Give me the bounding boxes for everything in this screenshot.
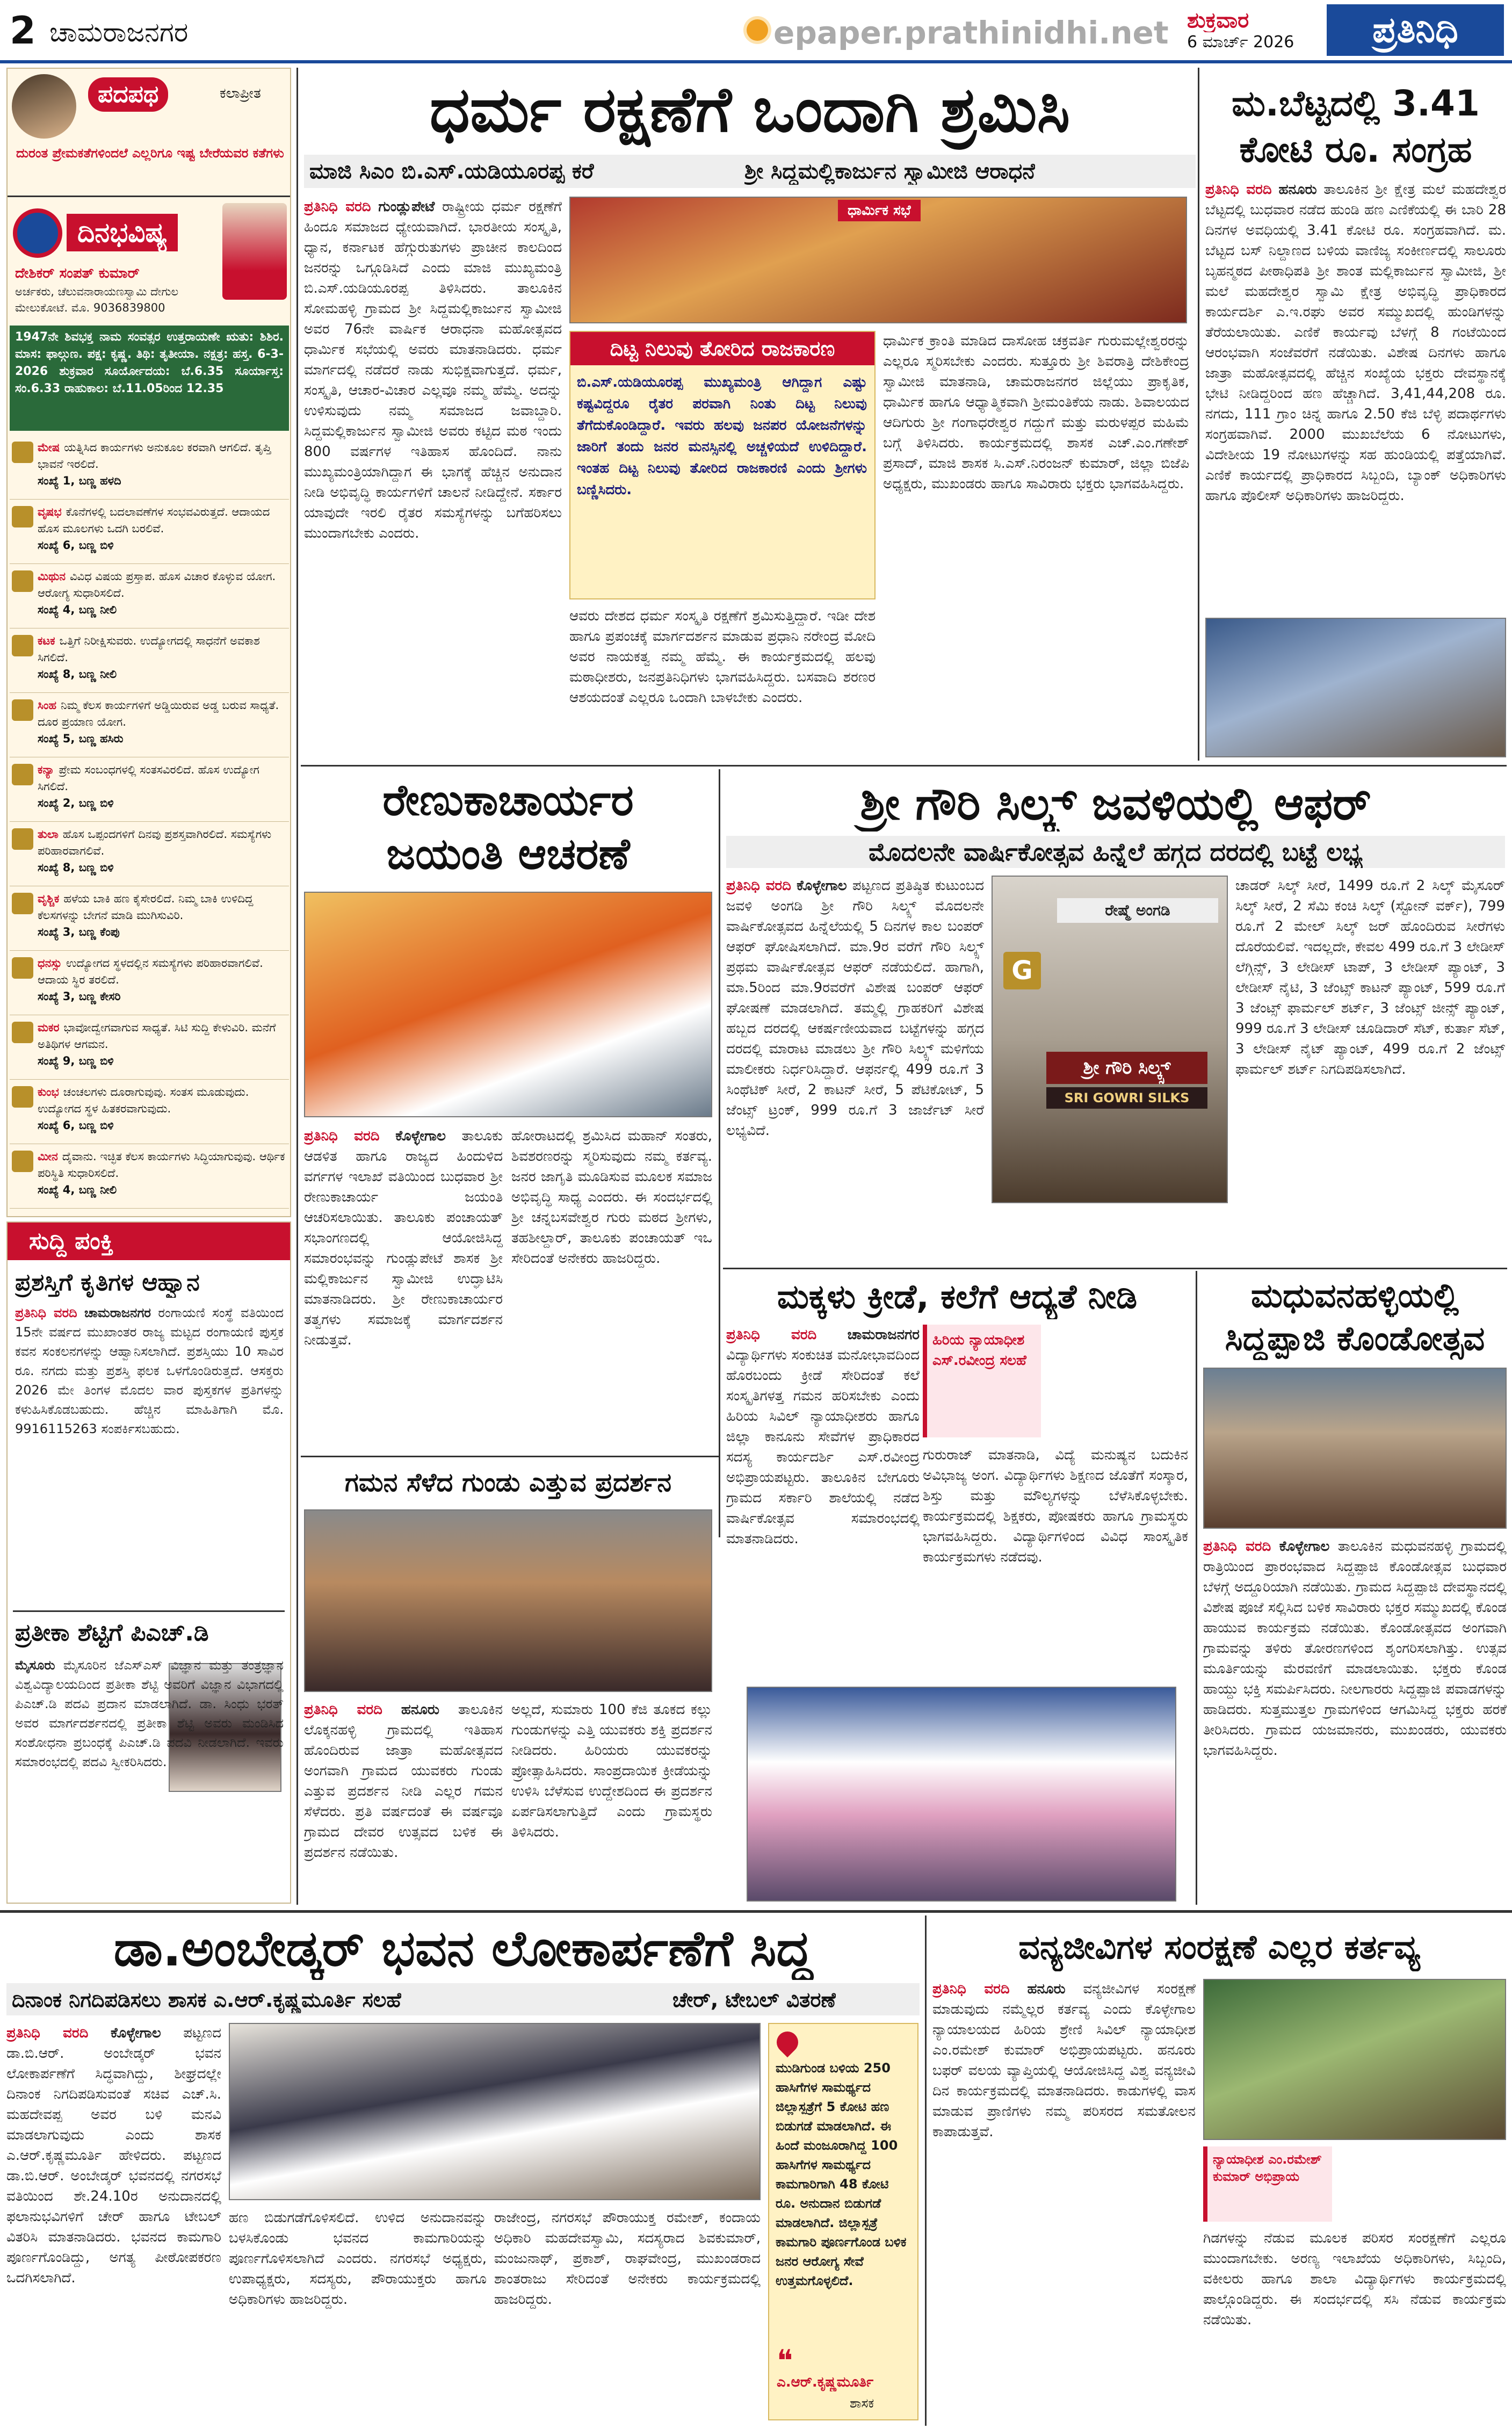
silk-subheadline: ಮೊದಲನೇ ವಾರ್ಷಿಕೋತ್ಸವ ಹಿನ್ನೆಲೆ ಹಗ್ಗದ ದರದಲ್ಲಿ ಬಟ್ಟೆ ಲಭ್ಯ [726, 836, 1505, 868]
wildlife-quote-box [1203, 2146, 1332, 2222]
horoscope-text [38, 504, 286, 563]
zodiac-wheel-icon [13, 208, 62, 258]
sign-name: ಧನಸ್ಸು [38, 957, 62, 970]
ambedkar-col1-body: ಪಟ್ಟಣದ ಡಾ.ಬಿ.ಆರ್. ಅಂಬೇಡ್ಕರ್ ಭವನ ಲೋಕಾರ್ಪಣೆಗೆ ಸಿದ್ಧವಾಗಿದ್ದು, ಶೀಘ್ರದಲ್ಲೇ ದಿನಾಂಕ ನಿಗದಿಪಡಿಸುವಂತೆ ಸಚಿವ ಎಚ್.ಸಿ. ಮಹದೇವಪ್ಪ ಅವರ ಬಳಿ ಮನವಿ ಮಾಡಲಾಗುವುದು ಎಂದು ಶಾಸಕ ಎ.ಆರ್.ಕೃಷ್ಣಮೂರ್ತಿ ಹೇಳಿದರು. ಪಟ್ಟಣದ ಡಾ.ಬಿ.ಆರ್. ಅಂಬೇಡ್ಕರ್ ಭವನದಲ್ಲಿ ನಗರಸಭೆ ವತಿಯಿಂದ ಶೇ.24.10ರ ಅನುದಾನದಲ್ಲಿ ಫಲಾನುಭವಿಗಳಿಗೆ ಚೇರ್ ಹಾಗೂ ಟೇಬಲ್ ವಿತರಿಸಿ ಮಾತನಾಡಿದರು. ಭವನದ ಕಾಮಗಾರಿ ಪೂರ್ಣಗೊಂಡಿದ್ದು, ಅಗತ್ಯ ಪೀಠೋಪಕರಣ ಒದಗಿಸಲಾಗಿದೆ. [6, 2025, 221, 2286]
children-place: ಚಾಮರಾಜನಗರ [847, 1327, 920, 1343]
children-col2: ಗುರುರಾಜ್ ಮಾತನಾಡಿ, ವಿದ್ಯೆ ಮನುಷ್ಯನ ಬದುಕಿನ ಅವಿಭಾಜ್ಯ ಅಂಗ. ವಿದ್ಯಾರ್ಥಿಗಳು ಶಿಕ್ಷಣದ ಜೊತೆಗೆ ಸಂಸ್ಕಾರ, ಶಿಸ್ತು ಮತ್ತು ಮೌಲ್ಯಗಳನ್ನು ಬೆಳೆಸಿಕೊಳ್ಳಬೇಕು. ಕಾರ್ಯಕ್ರಮದಲ್ಲಿ ಶಿಕ್ಷಕರು, ಪೋಷಕರು ಹಾಗೂ ಗ್ರಾಮಸ್ಥರು ಭಾಗವಹಿಸಿದ್ದರು. ವಿದ್ಯಾರ್ಥಿಗಳಿಂದ ವಿವಿಧ ಸಾಂಸ್ಕೃತಿಕ ಕಾರ್ಯಕ್ರಮಗಳು ನಡೆದವು. [923, 1447, 1188, 1565]
children-col1-body: ವಿದ್ಯಾರ್ಥಿಗಳು ಸಂಕುಚಿತ ಮನೋಭಾವದಿಂದ ಹೊರಬಂದು ಕ್ರೀಡೆ ಸೇರಿದಂತೆ ಕಲೆ ಸಂಸ್ಕೃತಿಗಳತ್ತ ಗಮನ ಹರಿಸಬೇಕು ಎಂದು ಹಿರಿಯ ಸಿವಿಲ್ ನ್ಯಾಯಾಧೀಶರು ಹಾಗೂ ಜಿಲ್ಲಾ ಕಾನೂನು ಸೇವೆಗಳ ಪ್ರಾಧಿಕಾರದ ಸದಸ್ಯ ಕಾರ್ಯದರ್ಶಿ ಎಸ್.ರವೀಂದ್ರ ಅಭಿಪ್ರಾಯಪಟ್ಟರು. ತಾಲೂಕಿನ ಬೇಗೂರು ಗ್ರಾಮದ ಸರ್ಕಾರಿ ಶಾಲೆಯಲ್ಲಿ ನಡೆದ ವಾರ್ಷಿಕೋತ್ಸವ ಸಮಾರಂಭದಲ್ಲಿ ಮಾತನಾಡಿದರು. [726, 1347, 920, 1547]
zodiac-sign-icon [12, 1086, 33, 1108]
logo: ಪ್ರತಿನಿಧಿ [1327, 4, 1504, 56]
silk-col1-body: ಪಟ್ಟಣದ ಪ್ರತಿಷ್ಠಿತ ಕುಟುಂಬದ ಜವಳಿ ಅಂಗಡಿ ಶ್ರೀ ಗೌರಿ ಸಿಲ್ಕ್ಸ್ ಮೊದಲನೇ ವಾರ್ಷಿಕೋತ್ಸವದ ಹಿನ್ನೆಲೆಯಲ್ಲಿ 5 ದಿನಗಳ ಕಾಲ ಬಂಪರ್ ಆಫರ್ ಘೋಷಿಸಲಾಗಿದೆ. ಮಾ.9ರ ವರೆಗೆ ಗೌರಿ ಸಿಲ್ಕ್ಸ್ ಪ್ರಥಮ ವಾರ್ಷಿಕೋತ್ಸವ ಆಫರ್ ನಡೆಯಲಿದೆ. ಹಾಗಾಗಿ, ಮಾ.5ರಿಂದ ಮಾ.9ರವರೆಗೆ ವಿಶೇಷ ಬಂಪರ್ ಆಫರ್ ಘೋಷಣೆ ಮಾಡಲಾಗಿದೆ. ತಮ್ಮಲ್ಲಿ ಗ್ರಾಹಕರಿಗೆ ವಿಶೇಷ ಹಬ್ಬದ ದರದಲ್ಲಿ ಆಕರ್ಷಣೀಯವಾದ ಬಟ್ಟೆಗಳನ್ನು ಹಗ್ಗದ ದರದಲ್ಲಿ ಮಾರಾಟ ಮಾಡಲು ಶ್ರೀ ಗೌರಿ ಸಿಲ್ಕ್ಸ್ ಮಳಿಗೆಯ ಮಾಲೀಕರು ನಿರ್ಧರಿಸಿದ್ದಾರೆ. ಆಫರ್ನಲ್ಲಿ 499 ರೂ.ಗೆ 3 ಸಿಂಥೆಟಿಕ್ ಸೀರೆ, 2 ಕಾಟನ್ ಸೀರೆ, 5 ಪೆಟಿಕೋಟ್, 5 ಜೆಂಟ್ಸ್ ಟ್ರಂಕ್, 999 ರೂ.ಗೆ 3 ಜಾರ್ಜೆಟ್ ಸೀರೆ ಲಭ್ಯವಿದೆ. [726, 878, 984, 1139]
sun-icon [747, 19, 768, 41]
sign-name: ಕನ್ಯಾ [38, 763, 55, 776]
ambedkar-sub-right: ಚೇರ್, ಟೇಬಲ್ ವಿತರಣೆ [672, 1988, 836, 2012]
temple-body: ತಾಲೂಕಿನ ಶ್ರೀ ಕ್ಷೇತ್ರ ಮಲೆ ಮಹದೇಶ್ವರ ಬೆಟ್ಟದಲ್ಲಿ ಬುಧವಾರ ನಡೆದ ಹುಂಡಿ ಹಣ ಎಣಿಕೆಯಲ್ಲಿ ಈ ಬಾರಿ 28 ದಿನಗಳ ಅವಧಿಯಲ್ಲಿ 3.41 ಕೋಟಿ ರೂ. ಸಂಗ್ರಹವಾಗಿದೆ. ಮ. ಬೆಟ್ಟದ ಬಸ್ ನಿಲ್ದಾಣದ ಬಳಿಯ ವಾಣಿಜ್ಯ ಸಂಕೀರ್ಣದಲ್ಲಿ ಸಾಲೂರು ಬೃಹನ್ಮಠದ ಪೀಠಾಧಿಪತಿ ಶ್ರೀ ಶಾಂತ ಮಲ್ಲಿಕಾರ್ಜುನ ಸ್ವಾಮೀಜಿ, ಶ್ರೀ ಮಲೆ ಮಹದೇಶ್ವರ ಸ್ವಾಮಿ ಕ್ಷೇತ್ರ ಅಭಿವೃದ್ಧಿ ಪ್ರಾಧಿಕಾರದ ಕಾರ್ಯದರ್ಶಿ ಎ.ಇ.ರಘು ಅವರ ಸಮ್ಮುಖದಲ್ಲಿ ಹುಂಡಿಗಳನ್ನು ತೆರೆಯಲಾಯಿತು. ಎಣಿಕೆ ಕಾರ್ಯವು ಬೆಳಗ್ಗೆ 8 ಗಂಟೆಯಿಂದ ಆರಂಭವಾಗಿ ಸಂಜೆವರೆಗೆ ನಡೆಯಿತು. ವಿಶೇಷ ದಿನಗಳು ಹಾಗೂ ಜಾತ್ರಾ ಮಹೋತ್ಸವದಲ್ಲಿ ಹೆಚ್ಚಿನ ಸಂಖ್ಯೆಯ ಭಕ್ತರು ದೇವಸ್ಥಾನಕ್ಕೆ ಭೇಟಿ ನೀಡಿದ್ದರಿಂದ ಹಣ ಹೆಚ್ಚಾಗಿದೆ. 3,41,44,208 ರೂ. ನಗದು, 111 ಗ್ರಾಂ ಚಿನ್ನ ಹಾಗೂ 2.50 ಕೆಜಿ ಬೆಳ್ಳಿ ಪದಾರ್ಥಗಳು ಸಂಗ್ರಹವಾಗಿವೆ. 2000 ಮುಖಬೆಲೆಯ 6 ನೋಟುಗಳು, ವಿದೇಶೀಯ 19 ನೋಟುಗಳನ್ನು ಸಹ ಹುಂಡಿಯಲ್ಲಿ ಪತ್ತೆಯಾಗಿವೆ. ಎಣಿಕೆ ಕಾರ್ಯದಲ್ಲಿ ಪ್ರಾಧಿಕಾರದ ಸಿಬ್ಬಂದಿ, ಬ್ಯಾಂಕ್ ಅಧಿಕಾರಿಗಳು ಹಾಗೂ ಪೊಲೀಸ್ ಅಧಿಕಾರಿಗಳು ಹಾಜರಿದ್ದರು. [1205, 182, 1506, 504]
horoscope-row [10, 1017, 289, 1080]
horoscope-text [38, 439, 286, 498]
temple-text [1205, 179, 1506, 609]
quote-icon: ❝ [777, 2344, 793, 2379]
drop-icon [772, 2027, 803, 2058]
horoscope-row [10, 502, 289, 564]
wildlife-quote: ನ್ಯಾಯಾಧೀಶ ಎಂ.ರಮೇಶ್ ಕುಮಾರ್ ಅಭಿಪ್ರಾಯ [1213, 2152, 1322, 2184]
suddi-pankti [6, 1221, 291, 1904]
panchanga: 1947ನೇ ಶಿವಭಕ್ತ ನಾಮ ಸಂವತ್ಸರ ಉತ್ತರಾಯಣೇ ಋತು: ಶಿಶಿರ. ಮಾಸ: ಫಾಲ್ಗುಣ. ಪಕ್ಷ: ಕೃಷ್ಣ. ತಿಥಿ: ತೃತೀಯಾ. ನಕ್ಷತ್ರ: ಹಸ್ತ. 6-3-2026 ಶುಕ್ರವಾರ ಸೂರ್ಯೋದಯ: ಬೆ.6.35 ಸೂರ್ಯಾಸ್ತ: ಸಂ.6.33 ರಾಹುಕಾಲ: ಬೆ.11.05ರಿಂದ 12.35 [10, 326, 289, 431]
lead-place: ಗುಂಡ್ಲುಪೇಟೆ [378, 199, 435, 215]
temple-headline-1: ಮ.ಬೆಟ್ಟದಲ್ಲಿ 3.41 [1232, 83, 1480, 124]
lead-headline: ಧರ್ಮ ರಕ್ಷಣೆಗೆ ಒಂದಾಗಿ ಶ್ರಮಿಸಿ [429, 74, 1070, 146]
stone-place: ಹನೂರು [401, 1702, 439, 1718]
zodiac-sign-icon [12, 506, 33, 527]
padapatha-author: ಕಲಾಪ್ರೀತ [220, 85, 261, 102]
column-rule [1196, 1271, 1197, 1905]
sign-name: ವೃಶ್ಚಿಕ [38, 892, 60, 905]
divider [8, 196, 290, 197]
silk-headline: ಶ್ರೀ ಗೌರಿ ಸಿಲ್ಕ್ಸ್ ಜವಳಿಯಲ್ಲಿ ಆಫರ್ [860, 777, 1371, 830]
column-rule [719, 769, 720, 1537]
sign-lucky: ಸಂಖ್ಯೆ 8, ಬಣ್ಣ ನೀಲಿ [38, 668, 117, 681]
stone-col1-body: ತಾಲೂಕಿನ ಲೊಕ್ಕನಹಳ್ಳಿ ಗ್ರಾಮದಲ್ಲಿ ಇತಿಹಾಸ ಹೊಂದಿರುವ ಜಾತ್ರಾ ಮಹೋತ್ಸವದ ಅಂಗವಾಗಿ ಗ್ರಾಮದ ಯುವಕರು ಗುಂಡು ಎತ್ತುವ ಪ್ರದರ್ಶನ ನೀಡಿ ಎಲ್ಲರ ಗಮನ ಸೆಳೆದರು. ಪ್ರತಿ ವರ್ಷದಂತೆ ಈ ವರ್ಷವೂ ಗ್ರಾಮದ ದೇವರ ಉತ್ಸವದ ಬಳಿಕ ಈ ಪ್ರದರ್ಶನ ನಡೆಯಿತು. [304, 1702, 503, 1861]
day: ಶುಕ್ರವಾರ [1187, 9, 1249, 32]
divider [13, 1610, 285, 1612]
suddi-item1-text [15, 1303, 284, 1604]
avatar-astrologer [222, 203, 287, 300]
renuka-byline: ಪ್ರತಿನಿಧಿ ವರದಿ [304, 1128, 380, 1144]
sign-name: ಮೀನ [38, 1150, 58, 1163]
horoscope-row [10, 888, 289, 951]
renuka-photo [304, 892, 712, 1117]
temple-byline: ಪ್ರತಿನಿಧಿ ವರದಿ [1205, 182, 1272, 198]
sign-text: ದೈವಾನು. ಇಚ್ಛಿತ ಕೆಲಸ ಕಾರ್ಯಗಳು ಸಿದ್ಧಿಯಾಗುವುವು. ಆರ್ಥಿಕ ಪರಿಸ್ಥಿತಿ ಸುಧಾರಿಸಲಿದೆ. [38, 1150, 285, 1180]
children-byline: ಪ್ರತಿನಿಧಿ ವರದಿ [726, 1327, 817, 1343]
padapatha-title: ಪದಪಥ [88, 77, 168, 112]
renuka-col1 [304, 1126, 503, 1448]
wildlife-col1 [932, 1979, 1196, 2420]
lead-subheadline [304, 155, 1196, 188]
lead-sidebar [569, 331, 876, 599]
sign-lucky: ಸಂಖ್ಯೆ 3, ಬಣ್ಣ ಕೆಂಪು [38, 926, 120, 938]
sign-lucky: ಸಂಖ್ಯೆ 4, ಬಣ್ಣ ನೀಲಿ [38, 1183, 117, 1196]
column-rule [925, 1915, 927, 2426]
lead-col1-body: ರಾಷ್ಟ್ರೀಯ ಧರ್ಮ ರಕ್ಷಣೆಗೆ ಹಿಂದೂ ಸಮಾಜದ ಧ್ಯೇಯವಾಗಿದೆ. ಭಾರತೀಯ ಸಂಸ್ಕೃತಿ, ಧ್ಯಾನ, ಕರ್ನಾಟಕ ಹೆಗ್ಗುರುತುಗಳು ಪ್ರಾಚೀನ ಕಾಲದಿಂದ ಜನರನ್ನು ಒಗ್ಗೂಡಿಸಿದೆ ಎಂದು ಮಾಜಿ ಮುಖ್ಯಮಂತ್ರಿ ಬಿ.ಎಸ್.ಯಡಿಯೂರಪ್ಪ ತಿಳಿಸಿದರು. ತಾಲೂಕಿನ ಸೋಮಹಳ್ಳಿ ಗ್ರಾಮದ ಶ್ರೀ ಸಿದ್ದಮಲ್ಲಿಕಾರ್ಜುನ ಸ್ವಾಮೀಜಿ ಅವರ 76ನೇ ವಾರ್ಷಿಕ ಆರಾಧನಾ ಮಹೋತ್ಸವದ ಧಾರ್ಮಿಕ ಸಭೆಯಲ್ಲಿ ಅವರು ಮಾತನಾಡಿದರು. ಧರ್ಮ ಮಾರ್ಗದಲ್ಲಿ ನಡೆದರೆ ನಾಡು ಸುಭಿಕ್ಷವಾಗುತ್ತದೆ. ಧರ್ಮ, ಸಂಸ್ಕೃತಿ, ಆಚಾರ-ವಿಚಾರ ಎಲ್ಲವೂ ನಮ್ಮ ಹೆಮ್ಮೆ. ಅದನ್ನು ಉಳಿಸುವುದು ನಮ್ಮ ಸಮಾಜದ ಜವಾಬ್ದಾರಿ. ಸಿದ್ದಮಲ್ಲಿಕಾರ್ಜುನ ಸ್ವಾಮೀಜಿ ಅವರು ಕಟ್ಟಿದ ಮಠ ಇಂದು 800 ವರ್ಷಗಳ ಇತಿಹಾಸ ಹೊಂದಿದೆ. ನಾನು ಮುಖ್ಯಮಂತ್ರಿಯಾಗಿದ್ದಾಗ ಈ ಭಾಗಕ್ಕೆ ಹೆಚ್ಚಿನ ಅನುದಾನ ನೀಡಿ ಅಭಿವೃದ್ಧಿ ಕಾರ್ಯಗಳಿಗೆ ಚಾಲನೆ ನೀಡಿದ್ದೇನೆ. ಸರ್ಕಾರ ಯಾವುದೇ ಇರಲಿ ರೈತರ ಸಮಸ್ಯೆಗಳನ್ನು ಬಗೆಹರಿಸಲು ಮುಂದಾಗಬೇಕು ಎಂದರು. [304, 199, 562, 541]
ambedkar-col3: ರಾಜೇಂದ್ರ, ನಗರಸಭೆ ಪೌರಾಯುಕ್ತ ರಮೇಶ್, ಕಂದಾಯ ಅಧಿಕಾರಿ ಮಹದೇವಸ್ವಾಮಿ, ಸದಸ್ಯರಾದ ಶಿವಕುಮಾರ್, ಮಂಜುನಾಥ್, ಪ್ರಕಾಶ್, ರಾಘವೇಂದ್ರ, ಮುಖಂಡರಾದ ಶಾಂತರಾಜು ಸೇರಿದಂತೆ ಅನೇಕರು ಕಾರ್ಯಕ್ರಮದಲ್ಲಿ ಹಾಜರಿದ್ದರು. [494, 2210, 761, 2308]
sign-lucky: ಸಂಖ್ಯೆ 8, ಬಣ್ಣ ಬಿಳಿ [38, 861, 114, 874]
children-quote-name: ಹಿರಿಯ ನ್ಯಾಯಾಧೀಶ ಎಸ್.ರವೀಂದ್ರ ಸಲಹೆ [932, 1332, 1027, 1369]
madhuvana-body: ತಾಲೂಕಿನ ಮಧುವನಹಳ್ಳಿ ಗ್ರಾಮದಲ್ಲಿ ರಾತ್ರಿಯಿಂದ ಪ್ರಾರಂಭವಾದ ಸಿದ್ದಪ್ಪಾಜಿ ಕೊಂಡೋತ್ಸವ ಬುಧವಾರ ಬೆಳಗ್ಗೆ ಅದ್ದೂರಿಯಾಗಿ ನಡೆಯಿತು. ಗ್ರಾಮದ ಸಿದ್ದಪ್ಪಾಜಿ ದೇವಸ್ಥಾನದಲ್ಲಿ ವಿಶೇಷ ಪೂಜೆ ಸಲ್ಲಿಸಿದ ಬಳಿಕ ಸಾವಿರಾರು ಭಕ್ತರ ಸಮ್ಮುಖದಲ್ಲಿ ಕೊಂಡ ಹಾಯುವ ಕಾರ್ಯಕ್ರಮ ನಡೆಯಿತು. ಕೊಂಡೋತ್ಸವದ ಅಂಗವಾಗಿ ಗ್ರಾಮವನ್ನು ತಳಿರು ತೋರಣಗಳಿಂದ ಶೃಂಗರಿಸಲಾಗಿತ್ತು. ಉತ್ಸವ ಮೂರ್ತಿಯನ್ನು ಮೆರವಣಿಗೆ ಮಾಡಲಾಯಿತು. ಭಕ್ತರು ಕೊಂಡ ಹಾಯ್ದು ಭಕ್ತಿ ಸಮರ್ಪಿಸಿದರು. ನೀಲಗಾರರು ಸಿದ್ದಪ್ಪಾಜಿ ಪವಾಡಗಳನ್ನು ಹಾಡಿದರು. ಸುತ್ತಮುತ್ತಲ ಗ್ರಾಮಗಳಿಂದ ಆಗಮಿಸಿದ್ದ ಭಕ್ತರು ಹರಕೆ ತೀರಿಸಿದರು. ಗ್ರಾಮದ ಯಜಮಾನರು, ಮುಖಂಡರು, ಯುವಕರು ಭಾಗವಹಿಸಿದ್ದರು. [1203, 1538, 1507, 1759]
horoscope-text [38, 891, 286, 950]
horoscope-row [10, 1146, 289, 1209]
wildlife-headline: ವನ್ಯಜೀವಿಗಳ ಸಂರಕ್ಷಣೆ ಎಲ್ಲರ ಕರ್ತವ್ಯ [1018, 1927, 1420, 1967]
sign-text: ಉದ್ಯೋಗದ ಸ್ಥಳದಲ್ಲಿನ ಸಮಸ್ಯೆಗಳು ಪರಿಹಾರವಾಗಲಿವೆ. ಆದಾಯ ಸ್ಥಿರ ತರಲಿದೆ. [38, 957, 263, 986]
silk-place: ಕೊಳ್ಳೇಗಾಲ [797, 878, 847, 894]
sign-text: ಭಾವೋದ್ವೇಗವಾಗುವ ಸಾಧ್ಯತೆ. ಸಿಟಿ ಸುದ್ದಿ ಕೇಳುವಿರಿ. ಮನೆಗೆ ಅತಿಥಿಗಳ ಆಗಮನ. [38, 1021, 276, 1051]
children-photo [747, 1687, 1176, 1902]
sign-name: ಕುಂಭ [38, 1086, 59, 1098]
suddi-item2-body: ಮೈಸೂರಿನ ಜೆಎಸ್ಎಸ್ ವಿಜ್ಞಾನ ಮತ್ತು ತಂತ್ರಜ್ಞಾನ ವಿಶ್ವವಿದ್ಯಾಲಯದಿಂದ ಪ್ರತೀಕಾ ಶೆಟ್ಟಿ ಅವರಿಗೆ ವಿಜ್ಞಾನ ವಿಭಾಗದಲ್ಲಿ ಪಿಎಚ್.ಡಿ ಪದವಿ ಪ್ರದಾನ ಮಾಡಲಾಗಿದೆ. ಡಾ. ಸಿಂಧು ಭರತ್ ಅವರ ಮಾರ್ಗದರ್ಶನದಲ್ಲಿ ಪ್ರತೀಕಾ ಶೆಟ್ಟಿ ಅವರು ಮಂಡಿಸಿದ ಸಂಶೋಧನಾ ಪ್ರಬಂಧಕ್ಕೆ ಪಿಎಚ್.ಡಿ ಪದವಿ ನೀಡಲಾಗಿದೆ. ಇವರು ಸಮಾರಂಭದಲ್ಲಿ ಪದವಿ ಸ್ವೀಕರಿಸಿದರು. [15, 1658, 284, 1769]
ambedkar-col1 [6, 2023, 221, 2420]
sign-lucky: ಸಂಖ್ಯೆ 9, ಬಣ್ಣ ಬಿಳಿ [38, 1054, 114, 1067]
horoscope-text [38, 633, 286, 692]
section-name: ಚಾಮರಾಜನಗರ [49, 17, 189, 47]
suddi-item1-place: ಚಾಮರಾಜನಗರ [84, 1305, 151, 1320]
zodiac-sign-icon [12, 442, 33, 463]
horoscope-text [38, 568, 286, 627]
zodiac-sign-icon [12, 957, 33, 979]
sign-lucky: ಸಂಖ್ಯೆ 6, ಬಣ್ಣ ಬಿಳಿ [38, 539, 114, 552]
stone-col1 [304, 1700, 503, 1904]
epaper-url[interactable]: epaper.prathinidhi.net [773, 15, 1169, 51]
wildlife-photo [1203, 1979, 1506, 2140]
madhuvana-photo [1203, 1368, 1507, 1529]
stone-headline: ಗಮನ ಸೆಳೆದ ಗುಂಡು ಎತ್ತುವ ಪ್ರದರ್ಶನ [344, 1467, 672, 1498]
sign-text: ಚಂಚಲಗಳು ದೂರಾಗುವುವು. ಸಂತಸ ಮೂಡುವುದು. ಉದ್ಯೋಗದ ಸ್ಥಳ ಹಿತಕರವಾಗುವುದು. [38, 1086, 249, 1115]
divider [0, 1910, 1512, 1913]
sign-name: ಮೇಷ [38, 441, 60, 454]
ambedkar-place: ಕೊಳ್ಳೇಗಾಲ [111, 2025, 161, 2041]
renuka-headline-2: ಜಯಂತಿ ಆಚರಣೆ [386, 829, 630, 879]
stone-col2: ಅಲ್ಲದೆ, ಸುಮಾರು 100 ಕೆಜಿ ತೂಕದ ಕಲ್ಲು ಗುಂಡುಗಳನ್ನು ಎತ್ತಿ ಯುವಕರು ಶಕ್ತಿ ಪ್ರದರ್ಶನ ನೀಡಿದರು. ಹಿರಿಯರು ಯುವಕರನ್ನು ಪ್ರೋತ್ಸಾಹಿಸಿದರು. ಸಾಂಪ್ರದಾಯಿಕ ಕ್ರೀಡೆಯನ್ನು ಉಳಿಸಿ ಬೆಳೆಸುವ ಉದ್ದೇಶದಿಂದ ಈ ಪ್ರದರ್ಶನ ಏರ್ಪಡಿಸಲಾಗುತ್ತಿದೆ ಎಂದು ಗ್ರಾಮಸ್ಥರು ತಿಳಿಸಿದರು. [511, 1702, 712, 1840]
silk-byline: ಪ್ರತಿನಿಧಿ ವರದಿ [726, 878, 791, 894]
ambedkar-sub-left: ದಿನಾಂಕ ನಿಗದಿಪಡಿಸಲು ಶಾಸಕ ಎ.ಆರ್.ಕೃಷ್ಣಮೂರ್ತಿ ಸಲಹೆ [12, 1988, 402, 2012]
dinabhavishya-title: ದಿನಭವಿಷ್ಯ [67, 214, 178, 251]
column-rule [296, 68, 298, 1905]
sign-text: ನಿಮ್ಮ ಕೆಲಸ ಕಾರ್ಯಗಳಿಗೆ ಅಡ್ಡಿಯಿರುವ ಅಡ್ಡ ಬರುವ ಸಾಧ್ಯತೆ. ದೂರ ಪ್ರಯಾಣ ಯೋಗ. [38, 699, 279, 728]
divider [723, 1268, 1507, 1269]
sign-text: ಹೊಸ ಒಪ್ಪಂದಗಳಿಗೆ ದಿನವು ಪ್ರಶಸ್ತವಾಗಿರಲಿದೆ. ಸಮಸ್ಯೆಗಳು ಪರಿಹಾರವಾಗಲಿವೆ. [38, 828, 272, 857]
wildlife-col2: ಗಿಡಗಳನ್ನು ನೆಡುವ ಮೂಲಕ ಪರಿಸರ ಸಂರಕ್ಷಣೆಗೆ ಎಲ್ಲರೂ ಮುಂದಾಗಬೇಕು. ಅರಣ್ಯ ಇಲಾಖೆಯ ಅಧಿಕಾರಿಗಳು, ಸಿಬ್ಬಂದಿ, ವಕೀಲರು ಹಾಗೂ ಶಾಲಾ ವಿದ್ಯಾರ್ಥಿಗಳು ಕಾರ್ಯಕ್ರಮದಲ್ಲಿ ಪಾಲ್ಗೊಂಡಿದ್ದರು. ಈ ಸಂದರ್ಭದಲ್ಲಿ ಸಸಿ ನೆಡುವ ಕಾರ್ಯಕ್ರಮ ನಡೆಯಿತು. [1203, 2230, 1506, 2328]
horoscope-row [10, 824, 289, 886]
renuka-col2: ಹೋರಾಟದಲ್ಲಿ ಶ್ರಮಿಸಿದ ಮಹಾನ್ ಸಂತರು, ಶಿವಶರಣರನ್ನು ಸ್ಮರಿಸುವುದು ನಮ್ಮ ಕರ್ತವ್ಯ. ಜನರ ಜಾಗೃತಿ ಮೂಡಿಸುವ ಮೂಲಕ ಸಮಾಜ ಅಭಿವೃದ್ಧಿ ಸಾಧ್ಯ ಎಂದರು. ಈ ಸಂದರ್ಭದಲ್ಲಿ ಶ್ರೀ ಚನ್ನಬಸವೇಶ್ವರ ಗುರು ಮಠದ ಶ್ರೀಗಳು, ತಹಶೀಲ್ದಾರ್, ತಾಲೂಕು ಪಂಚಾಯತ್ ಇಒ ಸೇರಿದಂತೆ ಅನೇಕರು ಹಾಜರಿದ್ದರು. [511, 1128, 712, 1267]
sign-name: ಕಟಕ [38, 634, 55, 647]
horoscope-row [10, 1082, 289, 1144]
lead-col1 [304, 197, 562, 755]
stone-byline: ಪ್ರತಿನಿಧಿ ವರದಿ [304, 1702, 382, 1718]
ambedkar-photo [229, 2023, 761, 2200]
temple-photo [1205, 618, 1506, 757]
sign-name: ಸಿಂಹ [38, 699, 57, 712]
sign-text: ವಿವಿಧ ವಿಷಯ ಪ್ರಸ್ತಾಪ. ಹೊಸ ವಿಚಾರ ಕೊಳ್ಳುವ ಯೋಗ. ಆರೋಗ್ಯ ಸುಧಾರಿಸಲಿದೆ. [38, 570, 276, 599]
horoscope-text [38, 1084, 286, 1143]
ambedkar-byline: ಪ್ರತಿನಿಧಿ ವರದಿ [6, 2025, 89, 2041]
sign-name: ಮಿಥುನ [38, 570, 66, 583]
horoscope-text [38, 1148, 286, 1208]
suddi-item2-place: ಮೈಸೂರು [15, 1658, 55, 1673]
wildlife-col1-body: ವನ್ಯಜೀವಿಗಳ ಸಂರಕ್ಷಣೆ ಮಾಡುವುದು ನಮ್ಮೆಲ್ಲರ ಕರ್ತವ್ಯ ಎಂದು ಕೊಳ್ಳೇಗಾಲ ನ್ಯಾಯಾಲಯದ ಹಿರಿಯ ಶ್ರೇಣಿ ಸಿವಿಲ್ ನ್ಯಾಯಾಧೀಶ ಎಂ.ರಮೇಶ್ ಕುಮಾರ್ ಅಭಿಪ್ರಾಯಪಟ್ಟರು. ಹನೂರು ಬಫರ್ ವಲಯ ವ್ಯಾಪ್ತಿಯಲ್ಲಿ ಆಯೋಜಿಸಿದ್ದ ವಿಶ್ವ ವನ್ಯಜೀವಿ ದಿನ ಕಾರ್ಯಕ್ರಮದಲ್ಲಿ ಮಾತನಾಡಿದರು. ಕಾಡುಗಳಲ್ಲಿ ವಾಸ ಮಾಡುವ ಪ್ರಾಣಿಗಳು ನಮ್ಮ ಪರಿಸರದ ಸಮತೋಲನ ಕಾಪಾಡುತ್ತವೆ. [932, 1981, 1196, 2140]
zodiac-sign-icon [12, 828, 33, 850]
date: 6 ಮಾರ್ಚ್ 2026 [1187, 33, 1294, 52]
suddi-item1-byline: ಪ್ರತಿನಿಧಿ ವರದಿ [15, 1305, 77, 1320]
divider [301, 765, 1507, 767]
ambedkar-subheadline [6, 1983, 920, 2015]
horoscope-list [10, 437, 289, 1216]
column-rule [1198, 68, 1199, 761]
horoscope-text [38, 697, 286, 756]
astrologer-info: ಅರ್ಚಕರು, ಚೆಲುವನಾರಾಯಣಸ್ವಾಮಿ ದೇಗುಲ ಮೇಲುಕೋಟೆ. ಮೊ. 9036839800 [15, 285, 179, 314]
sign-name: ತುಲಾ [38, 828, 59, 841]
stone-photo [304, 1509, 712, 1692]
sign-text: ಕೊನೆಗಳಲ್ಲಿ ಬದಲಾವಣೆಗಳ ಸಂಭವವಿರುತ್ತದೆ. ಆದಾಯದ ಹೊಸ ಮೂಲಗಳು ಒದಗಿ ಬರಲಿವೆ. [38, 505, 270, 535]
zodiac-sign-icon [12, 635, 33, 656]
lead-byline: ಪ್ರತಿನಿಧಿ ವರದಿ [304, 199, 371, 215]
suddi-item1-body: ರಂಗಾಯಣಿ ಸಂಸ್ಥೆ ವತಿಯಿಂದ 15ನೇ ವರ್ಷದ ಮುಖಾಂತರ ರಾಜ್ಯ ಮಟ್ಟದ ರಂಗಾಯಣಿ ಪುಸ್ತಕ ಕವನ ಸಂಕಲನಗಳನ್ನು ಆಹ್ವಾನಿಸಲಾಗಿದೆ. ಪ್ರಶಸ್ತಿಯು 10 ಸಾವಿರ ರೂ. ನಗದು ಮತ್ತು ಪ್ರಶಸ್ತಿ ಫಲಕ ಒಳಗೊಂಡಿರುತ್ತದೆ. ಆಸಕ್ತರು 2026 ಮೇ ತಿಂಗಳ ಮೊದಲ ವಾರ ಪುಸ್ತಕಗಳ ಪ್ರತಿಗಳನ್ನು ಕಳುಹಿಸಿಕೊಡಬಹುದು. ಹೆಚ್ಚಿನ ಮಾಹಿತಿಗಾಗಿ ಮೊ. 9916115263 ಸಂಪರ್ಕಿಸಬಹುದು. [15, 1305, 284, 1436]
silk-shop-board: ರೇಷ್ಮೆ ಅಂಗಡಿ [1057, 898, 1218, 923]
children-quote-box [923, 1325, 1041, 1437]
sign-text: ಒತ್ತಿಗೆ ನಿರೀಕ್ಷಿಸುವರು. ಉದ್ಯೋಗದಲ್ಲಿ ಸಾಧನೆಗೆ ಅವಕಾಶ ಸಿಗಲಿದೆ. [38, 634, 260, 664]
temple-place: ಹನೂರು [1278, 182, 1317, 198]
masthead [0, 0, 1512, 59]
suddi-item2-text [15, 1656, 284, 1900]
renuka-col1-body: ತಾಲೂಕು ಆಡಳಿತ ಹಾಗೂ ರಾಜ್ಯದ ಹಿಂದುಳಿದ ವರ್ಗಗಳ ಇಲಾಖೆ ವತಿಯಿಂದ ಬುಧವಾರ ಶ್ರೀ ರೇಣುಕಾಚಾರ್ಯ ಜಯಂತಿ ಆಚರಿಸಲಾಯಿತು. ತಾಲೂಕು ಪಂಚಾಯತ್ ಸಭಾಂಗಣದಲ್ಲಿ ಆಯೋಜಿಸಿದ್ದ ಸಮಾರಂಭವನ್ನು ಗುಂಡ್ಲುಪೇಟೆ ಶಾಸಕ ಶ್ರೀ ಮಲ್ಲಿಕಾರ್ಜುನ ಸ್ವಾಮೀಜಿ ಉದ್ಘಾಟಿಸಿ ಮಾತನಾಡಿದರು. ಶ್ರೀ ರೇಣುಕಾಚಾರ್ಯರ ತತ್ವಗಳು ಸಮಾಜಕ್ಕೆ ಮಾರ್ಗದರ್ಶನ ನೀಡುತ್ತವೆ. [304, 1128, 503, 1348]
horoscope-row [10, 953, 289, 1015]
madhuvana-headline-1: ಮಧುವನಹಳ್ಳಿಯಲ್ಲಿ [1251, 1276, 1459, 1315]
sign-text: ಪ್ರೇಮ ಸಂಬಂಧಗಳಲ್ಲಿ ಸಂತಸವಿರಲಿದೆ. ಹೊಸ ಉದ್ಯೋಗ ಸಿಗಲಿದೆ. [38, 763, 259, 793]
ambedkar-box-name: ಎ.ಆರ್.ಕೃಷ್ಣಮೂರ್ತಿ [777, 2374, 874, 2390]
silk-logo-icon: G [1003, 952, 1041, 989]
masthead-rule [0, 60, 1512, 63]
page-number: 2 [10, 11, 36, 50]
zodiac-sign-icon [12, 1022, 33, 1043]
suddi-pankti-title: ಸುದ್ದಿ ಪಂಕ್ತಿ [8, 1223, 290, 1260]
horoscope-text [38, 826, 286, 885]
renuka-headline-1: ರೇಣುಕಾಚಾರ್ಯರ [382, 775, 634, 825]
silk-col1 [726, 876, 984, 1262]
sign-name: ವೃಷಭ [38, 505, 62, 518]
wildlife-byline: ಪ್ರತಿನಿಧಿ ವರದಿ [932, 1981, 1010, 1997]
sign-text: ಯತ್ನಿಸಿದ ಕಾರ್ಯಗಳು ಅನುಕೂಲ ಕರವಾಗಿ ಆಗಲಿದೆ. ತೃಪ್ತಿ ಭಾವನೆ ಇರಲಿದೆ. [38, 441, 271, 471]
horoscope-row [10, 631, 289, 693]
ambedkar-box-text: ಮುಡಿಗುಂಡ ಬಳಿಯ 250 ಹಾಸಿಗೆಗಳ ಸಾಮರ್ಥ್ಯದ ಜಿಲ್ಲಾಸ್ಪತ್ರೆಗೆ 5 ಕೋಟಿ ಹಣ ಬಿಡುಗಡೆ ಮಾಡಲಾಗಿದೆ. ಈ ಹಿಂದೆ ಮಂಜೂರಾಗಿದ್ದ 100 ಹಾಸಿಗೆಗಳ ಸಾಮರ್ಥ್ಯದ ಕಾಮಗಾರಿಗಾಗಿ 48 ಕೋಟಿ ರೂ. ಅನುದಾನ ಬಿಡುಗಡೆ ಮಾಡಲಾಗಿದೆ. ಜಿಲ್ಲಾಸ್ಪತ್ರೆ ಕಾಮಗಾರಿ ಪೂರ್ಣಗೊಂಡ ಬಳಿಕ ಜನರ ಆರೋಗ್ಯ ಸೇವೆ ಉತ್ತಮಗೊಳ್ಳಲಿದೆ. [776, 2061, 907, 2288]
sign-lucky: ಸಂಖ್ಯೆ 6, ಬಣ್ಣ ಬಿಳಿ [38, 1119, 114, 1132]
zodiac-sign-icon [12, 699, 33, 721]
sign-lucky: ಸಂಖ್ಯೆ 5, ಬಣ್ಣ ಹಸಿರು [38, 732, 124, 745]
divider [301, 1456, 720, 1457]
zodiac-sign-icon [12, 893, 33, 914]
horoscope-text [38, 1020, 286, 1079]
sign-lucky: ಸಂಖ್ಯೆ 1, ಬಣ್ಣ ಹಳದಿ [38, 474, 121, 487]
sign-lucky: ಸಂಖ್ಯೆ 2, ಬಣ್ಣ ಬಿಳಿ [38, 797, 114, 809]
wildlife-place: ಹನೂರು [1027, 1981, 1066, 1997]
renuka-place: ಕೊಳ್ಳೇಗಾಲ [395, 1128, 446, 1144]
sign-text: ಹಳೆಯ ಬಾಕಿ ಹಣ ಕೈಸೇರಲಿದೆ. ನಿಮ್ಮ ಬಾಕಿ ಉಳಿದಿದ್ದ ಕೆಲಸಗಳನ್ನು ಬೇಗನೆ ಮಾಡಿ ಮುಗಿಸುವಿರಿ. [38, 892, 254, 922]
suddi-item1-title: ಪ್ರಶಸ್ತಿಗೆ ಕೃತಿಗಳ ಆಹ್ವಾನ [15, 1269, 200, 1296]
ambedkar-box [768, 2023, 918, 2420]
silk-shop-photo [992, 876, 1228, 1203]
sign-name: ಮಕರ [38, 1021, 60, 1034]
madhuvana-place: ಕೊಳ್ಳೇಗಾಲ [1279, 1538, 1330, 1555]
lead-sidebar-title: ದಿಟ್ಟ ನಿಲುವು ತೋರಿದ ರಾಜಕಾರಣ [570, 332, 874, 365]
silk-shop-sign-en: SRI GOWRI SILKS [1046, 1087, 1207, 1109]
horoscope-text [38, 762, 286, 821]
lead-sidebar-text: ಬಿ.ಎಸ್.ಯಡಿಯೂರಪ್ಪ ಮುಖ್ಯಮಂತ್ರಿ ಆಗಿದ್ದಾಗ ಎಷ್ಟು ಕಷ್ಟವಿದ್ದರೂ ರೈತರ ಪರವಾಗಿ ನಿಂತು ದಿಟ್ಟ ನಿಲುವು ತೆಗೆದುಕೊಂಡಿದ್ದಾರೆ. ಇವರು ಹಲವು ಜನಪರ ಯೋಜನೆಗಳನ್ನು ಜಾರಿಗೆ ತಂದು ಜನರ ಮನಸ್ಸಿನಲ್ಲಿ ಅಚ್ಚಳಿಯದೆ ಉಳಿದಿದ್ದಾರೆ. ಇಂತಹ ದಿಟ್ಟ ನಿಲುವು ತೋರಿದ ರಾಜಕಾರಣಿ ಎಂದು ಶ್ರೀಗಳು ಬಣ್ಣಿಸಿದರು. [577, 374, 867, 498]
lead-photo-caption: ಧಾರ್ಮಿಕ ಸಭೆ [838, 200, 921, 221]
sign-lucky: ಸಂಖ್ಯೆ 4, ಬಣ್ಣ ನೀಲಿ [38, 603, 117, 616]
sign-lucky: ಸಂಖ್ಯೆ 3, ಬಣ್ಣ ಕೇಸರಿ [38, 990, 121, 1003]
children-headline: ಮಕ್ಕಳು ಕ್ರೀಡೆ, ಕಲೆಗೆ ಆದ್ಯತೆ ನೀಡಿ [777, 1277, 1138, 1316]
horoscope-text [38, 955, 286, 1014]
lead-sub-left: ಮಾಜಿ ಸಿಎಂ ಬಿ.ಎಸ್.ಯಡಿಯೂರಪ್ಪ ಕರೆ [309, 159, 594, 184]
zodiac-sign-icon [12, 764, 33, 785]
lead-col2: ಆವರು ದೇಶದ ಧರ್ಮ ಸಂಸ್ಕೃತಿ ರಕ್ಷಣೆಗೆ ಶ್ರಮಿಸುತ್ತಿದ್ದಾರೆ. ಇಡೀ ದೇಶ ಹಾಗೂ ಪ್ರಪಂಚಕ್ಕೆ ಮಾರ್ಗದರ್ಶನ ಮಾಡುವ ಪ್ರಧಾನಿ ನರೇಂದ್ರ ಮೋದಿ ಅವರ ನಾಯಕತ್ವ ನಮ್ಮ ಹೆಮ್ಮೆ. ಈ ಕಾರ್ಯಕ್ರಮದಲ್ಲಿ ಹಲವು ಮಠಾಧೀಶರು, ಜನಪ್ರತಿನಿಧಿಗಳು ಭಾಗವಹಿಸಿದ್ದರು. ಬಸವಾದಿ ಶರಣರ ಆಶಯದಂತೆ ಎಲ್ಲರೂ ಒಂದಾಗಿ ಬಾಳಬೇಕು ಎಂದರು. [569, 608, 876, 706]
horoscope-row [10, 695, 289, 757]
ambedkar-headline: ಡಾ.ಅಂಬೇಡ್ಕರ್ ಭವನ ಲೋಕಾರ್ಪಣೆಗೆ ಸಿದ್ಧ [113, 1920, 813, 1977]
ambedkar-col2: ಹಣ ಬಿಡುಗಡೆಗೊಳಿಸಲಿದೆ. ಉಳಿದ ಅನುದಾನವನ್ನು ಬಳಸಿಕೊಂಡು ಭವನದ ಕಾಮಗಾರಿಯನ್ನು ಪೂರ್ಣಗೊಳಿಸಲಾಗಿದೆ ಎಂದರು. ನಗರಸಭೆ ಅಧ್ಯಕ್ಷರು, ಉಪಾಧ್ಯಕ್ಷರು, ಸದಸ್ಯರು, ಪೌರಾಯುಕ್ತರು ಹಾಗೂ ಅಧಿಕಾರಿಗಳು ಹಾಜರಿದ್ದರು. [229, 2210, 487, 2308]
children-col1 [726, 1325, 920, 1679]
lead-sub-right: ಶ್ರೀ ಸಿದ್ದಮಲ್ಲಿಕಾರ್ಜುನ ಸ್ವಾಮೀಜಿ ಆರಾಧನೆ [744, 159, 1036, 184]
avatar-columnist [12, 74, 76, 139]
lead-col3: ಧಾರ್ಮಿಕ ಕ್ರಾಂತಿ ಮಾಡಿದ ದಾಸೋಹ ಚಕ್ರವರ್ತಿ ಗುರುಮಲ್ಲೇಶ್ವರರನ್ನು ಎಲ್ಲರೂ ಸ್ಮರಿಸಬೇಕು ಎಂದರು. ಸುತ್ತೂರು ಶ್ರೀ ಶಿವರಾತ್ರಿ ದೇಶಿಕೇಂದ್ರ ಸ್ವಾಮೀಜಿ ಮಾತನಾಡಿ, ಚಾಮರಾಜನಗರ ಜಿಲ್ಲೆಯು ಪ್ರಾಕೃತಿಕ, ಧಾರ್ಮಿಕ ಹಾಗೂ ಆಧ್ಯಾತ್ಮಿಕವಾಗಿ ಶ್ರೀಮಂತಿಕೆಯ ನಾಡು. ಶಿವಾಲಯದ ಆದಿಗುರು ಶ್ರೀ ಗಂಗಾಧರೇಶ್ವರ ಗದ್ದುಗೆ ಮತ್ತು ಮರುಳಪ್ಪರ ಮಹಿಮೆ ಬಗ್ಗೆ ತಿಳಿಸಿದರು. ಕಾರ್ಯಕ್ರಮದಲ್ಲಿ ಶಾಸಕ ಎಚ್.ಎಂ.ಗಣೇಶ್ ಪ್ರಸಾದ್, ಮಾಜಿ ಶಾಸಕ ಸಿ.ಎಸ್.ನಿರಂಜನ್ ಕುಮಾರ್, ಜಿಲ್ಲಾ ಬಿಜೆಪಿ ಅಧ್ಯಕ್ಷರು, ಮುಖಂಡರು ಹಾಗೂ ಸಾವಿರಾರು ಭಕ್ತರು ಭಾಗವಹಿಸಿದ್ದರು. [883, 333, 1189, 492]
astrologer-name: ದೇಶಿಕರ್ ಸಂಪತ್ ಕುಮಾರ್ [15, 265, 140, 281]
silk-shop-sign: ಶ್ರೀ ಗೌರಿ ಸಿಲ್ಕ್ಸ್ [1046, 1052, 1207, 1084]
horoscope-row [10, 760, 289, 822]
padapatha-text: ದುರಂತ ಪ್ರೇಮಕತೆಗಳಿಂದಲೆ ಎಲ್ಲರಿಗೂ ಇಷ್ಟ ಬೇರೆಯವರ ಕತೆಗಳು [16, 146, 284, 161]
temple-headline-2: ಕೋಟಿ ರೂ. ಸಂಗ್ರಹ [1239, 129, 1472, 170]
silk-col2: ಚಾಡರ್ ಸಿಲ್ಕ್ ಸೀರೆ, 1499 ರೂ.ಗೆ 2 ಸಿಲ್ಕ್ ಮೈಸೂರ್ ಸಿಲ್ಕ್ ಸೀರೆ, 2 ಸೆಮಿ ಕಂಚಿ ಸಿಲ್ಕ್ (ಸ್ಟೋನ್ ವರ್ಕ್), 799 ರೂ.ಗೆ 2 ಮೇಲ್ ಸಿಲ್ಕ್ ಜರ್ ಹೊಂದಿರುವ ಸೀರೆಗಳು ದೊರೆಯಲಿವೆ. ಇದಲ್ಲದೇ, ಕೇವಲ 499 ರೂ.ಗೆ 3 ಲೇಡೀಸ್ ಲೆಗ್ಗಿನ್ಸ್, 3 ಲೇಡೀಸ್ ಟಾಪ್, 3 ಲೇಡೀಸ್ ಪ್ಯಾಂಟ್, 3 ಲೇಡೀಸ್ ನೈಟಿ, 3 ಜೆಂಟ್ಸ್ ಕಾಟನ್ ಪ್ಯಾಂಟ್, 599 ರೂ.ಗೆ 3 ಜೆಂಟ್ಸ್ ಫಾರ್ಮಲ್ ಶರ್ಟ್, 3 ಜೆಂಟ್ಸ್ ಜೀನ್ಸ್ ಪ್ಯಾಂಟ್, 999 ರೂ.ಗೆ 3 ಲೇಡೀಸ್ ಚೂಡಿದಾರ್ ಸೆಟ್, ಕುರ್ತಾ ಸೆಟ್, 3 ಲೇಡೀಸ್ ನೈಟ್ ಪ್ಯಾಂಟ್, 499 ರೂ.ಗೆ 2 ಜೆಂಟ್ಸ್ ಫಾರ್ಮಲ್ ಶರ್ಟ್ ನಿಗದಿಪಡಿಸಲಾಗಿದೆ. [1235, 878, 1505, 1078]
madhuvana-byline: ಪ್ರತಿನಿಧಿ ವರದಿ [1203, 1538, 1271, 1555]
madhuvana-headline-2: ಸಿದ್ದಪ್ಪಾಜಿ ಕೊಂಡೋತ್ಸವ [1225, 1319, 1485, 1358]
horoscope-row [10, 566, 289, 628]
suddi-item2-title: ಪ್ರತೀಕಾ ಶೆಟ್ಟಿಗೆ ಪಿಎಚ್.ಡಿ [15, 1619, 209, 1646]
horoscope-row [10, 437, 289, 500]
left-column [6, 68, 291, 1217]
zodiac-sign-icon [12, 1151, 33, 1172]
ambedkar-box-role: ಶಾಸಕ [850, 2396, 874, 2411]
madhuvana-text [1203, 1536, 1507, 1902]
zodiac-sign-icon [12, 570, 33, 592]
